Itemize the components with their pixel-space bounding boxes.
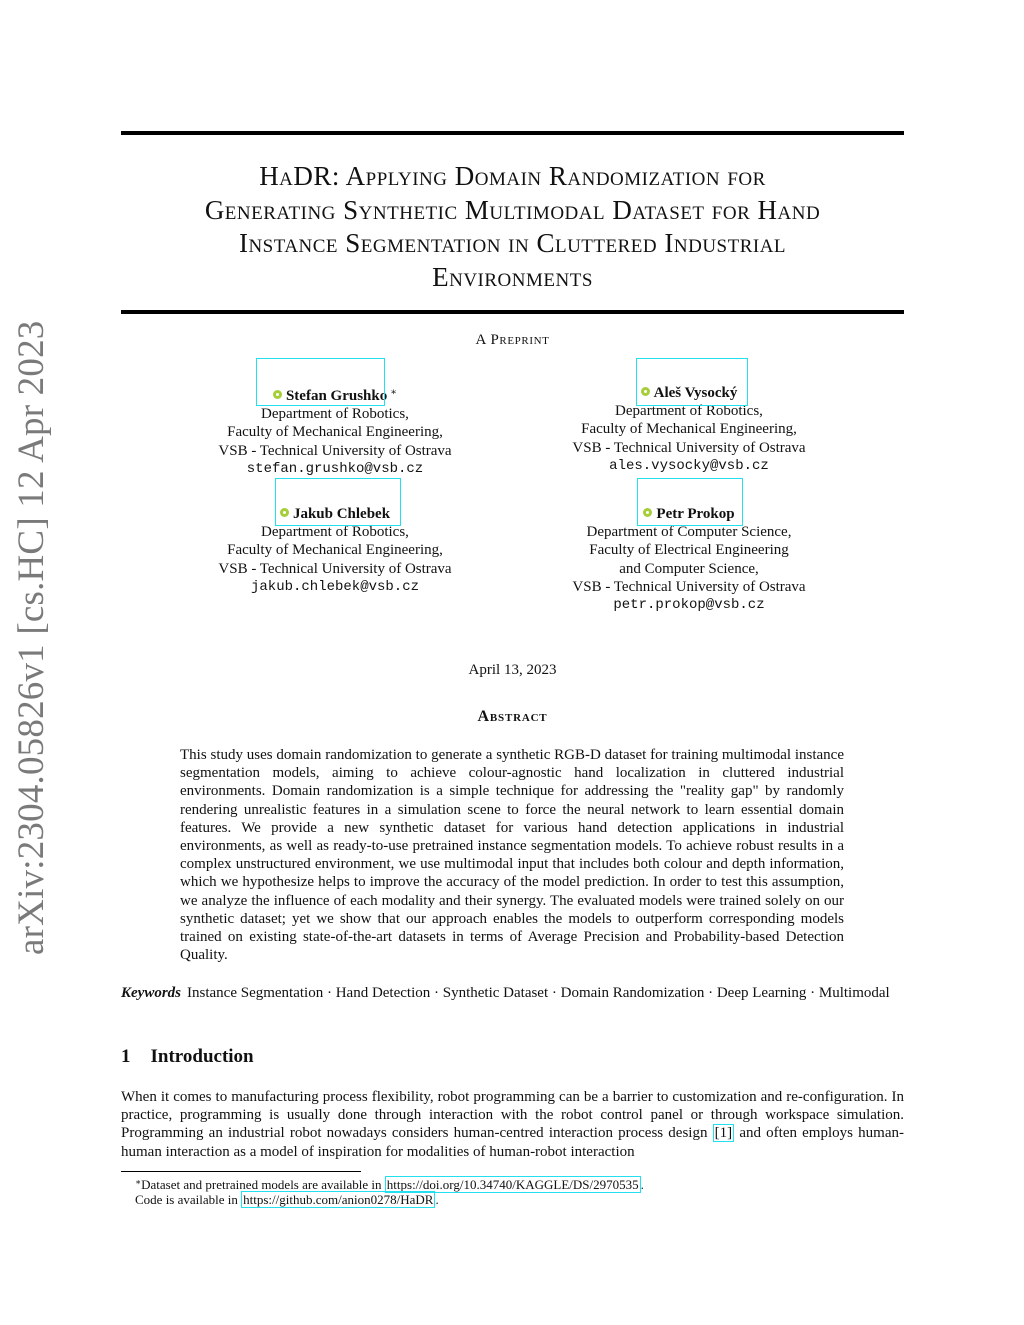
author-email: stefan.grushko@vsb.cz [246, 460, 424, 477]
abstract-text: This study uses domain randomization to generate a synthetic RGB-D dataset for training multimodal instance segmentation models, aiming to achieve colour-agnostic hand localization in cluttered industrial environments. Domain randomization is a simple technique for addressing the "reality gap" by randomly rendering unrealistic features in a simulation scene to force the neural network to learn essential domain features. We provide a new synthetic dataset for various hand detection applications in industrial environments, as well as ready-to-use pretrained instance segmentation models. To achieve robust results in a complex unstructured environment, we use multimodal input that includes both colour and depth information, which we hypothesize helps to improve the accuracy of the model prediction. In order to test this assumption, we analyze the influence of each modality and their synergy. The evaluated models were trained solely on our synthetic dataset; yet we show that our approach enables the models to outperform corresponding models trained on existing state-of-the-art datasets in terms of Average Precision and Probability-based Detection Quality. [180, 747, 844, 964]
author-block-chlebek [165, 505, 505, 596]
link-highlight [636, 358, 748, 406]
section-number: 1 [121, 1046, 131, 1067]
footnote-rule [121, 1171, 361, 1172]
affiliation-line: and Computer Science, [619, 560, 759, 577]
orcid-icon [641, 387, 650, 396]
keywords [121, 984, 904, 1002]
author-name: Stefan Grushko [285, 388, 388, 404]
footnote-dataset [121, 1174, 904, 1193]
title-bottom-rule [121, 310, 904, 314]
title-line-4: Environments [432, 261, 593, 292]
citation-link[interactable]: [1] [714, 1125, 733, 1142]
author-block-vysocky [519, 384, 859, 475]
author-name: Petr Prokop [656, 506, 735, 522]
paper-title [121, 160, 904, 294]
affiliation-line: Faculty of Mechanical Engineering, [581, 421, 797, 438]
author-block-grushko [165, 384, 505, 478]
intro-text-cont: and often employs human-human interaction as a model of inspiration for modalities of human-robot interaction [121, 1125, 904, 1160]
intro-text: When it comes to manufacturing process flexibility, robot programming can be a barrier to customization and re-configuration. In practice, programming is usually done through interaction with the robot control panel or through workspace simulation. Programming an industrial robot nowadays considers human-centred interaction process design [121, 1089, 904, 1142]
code-link[interactable]: https://github.com/anion0278/HaDR [243, 1192, 434, 1207]
author-email: ales.vysocky@vsb.cz [609, 457, 769, 474]
section-heading-introduction [121, 1046, 254, 1068]
introduction-paragraph [121, 1088, 904, 1161]
orcid-icon [273, 390, 282, 399]
keywords-text: Instance Segmentation · Hand Detection · Synthetic Dataset · Domain Randomization · Deep Learning · Multimodal [187, 985, 890, 1001]
dataset-link[interactable]: https://doi.org/10.34740/KAGGLE/DS/2970535 [386, 1177, 639, 1192]
affiliation-line: Faculty of Mechanical Engineering, [227, 542, 443, 559]
footnote-mark: ∗ [390, 387, 398, 398]
footnote-punct: . [435, 1192, 439, 1207]
title-line-2: Generating Synthetic Multimodal Dataset for Hand [204, 194, 821, 225]
affiliation-line: VSB - Technical University of Ostrava [572, 578, 806, 595]
affiliation-line: VSB - Technical University of Ostrava [218, 560, 452, 577]
footnote-text: Code is available in [135, 1192, 242, 1207]
link-highlight [275, 478, 401, 526]
affiliation-line: Faculty of Electrical Engineering [589, 542, 789, 559]
author-name: Jakub Chlebek [292, 506, 391, 522]
affiliation-line: Department of Robotics, [261, 524, 409, 541]
abstract-heading: Abstract [477, 708, 548, 725]
author-name-link[interactable] [640, 384, 739, 402]
author-email: petr.prokop@vsb.cz [613, 597, 765, 614]
author-block-prokop [519, 505, 859, 614]
affiliation-line: Department of Robotics, [615, 403, 763, 420]
affiliation-line: VSB - Technical University of Ostrava [572, 439, 806, 456]
preprint-label: A Preprint [475, 332, 550, 348]
footnote-punct: . [640, 1177, 644, 1192]
title-line-3: Instance Segmentation in Cluttered Industrial [238, 228, 787, 258]
keywords-label: Keywords [121, 985, 181, 1001]
affiliation-line: VSB - Technical University of Ostrava [218, 442, 452, 459]
title-top-rule [121, 131, 904, 135]
affiliation-line: Faculty of Mechanical Engineering, [227, 424, 443, 441]
publication-date: April 13, 2023 [468, 662, 557, 678]
author-name-link[interactable] [279, 505, 391, 523]
author-name: Aleš Vysocký [653, 385, 738, 401]
title-line-1: HaDR: Applying Domain Randomization for [259, 161, 766, 191]
link-highlight [637, 478, 743, 526]
section-title: Introduction [150, 1046, 254, 1067]
author-name-link[interactable] [642, 505, 735, 523]
author-email: jakub.chlebek@vsb.cz [250, 578, 420, 595]
footnote-code [121, 1192, 918, 1208]
footnote-text: Dataset and pretrained models are available in [141, 1177, 385, 1192]
footnote-mark: ∗ [135, 1177, 142, 1187]
orcid-icon [280, 508, 289, 517]
affiliation-line: Department of Computer Science, [586, 524, 792, 541]
arxiv-stamp: arXiv:2304.05826v1 [cs.HC] 12 Apr 2023 [11, 320, 52, 955]
author-name-link[interactable] [272, 384, 398, 405]
affiliation-line: Department of Robotics, [261, 406, 409, 423]
